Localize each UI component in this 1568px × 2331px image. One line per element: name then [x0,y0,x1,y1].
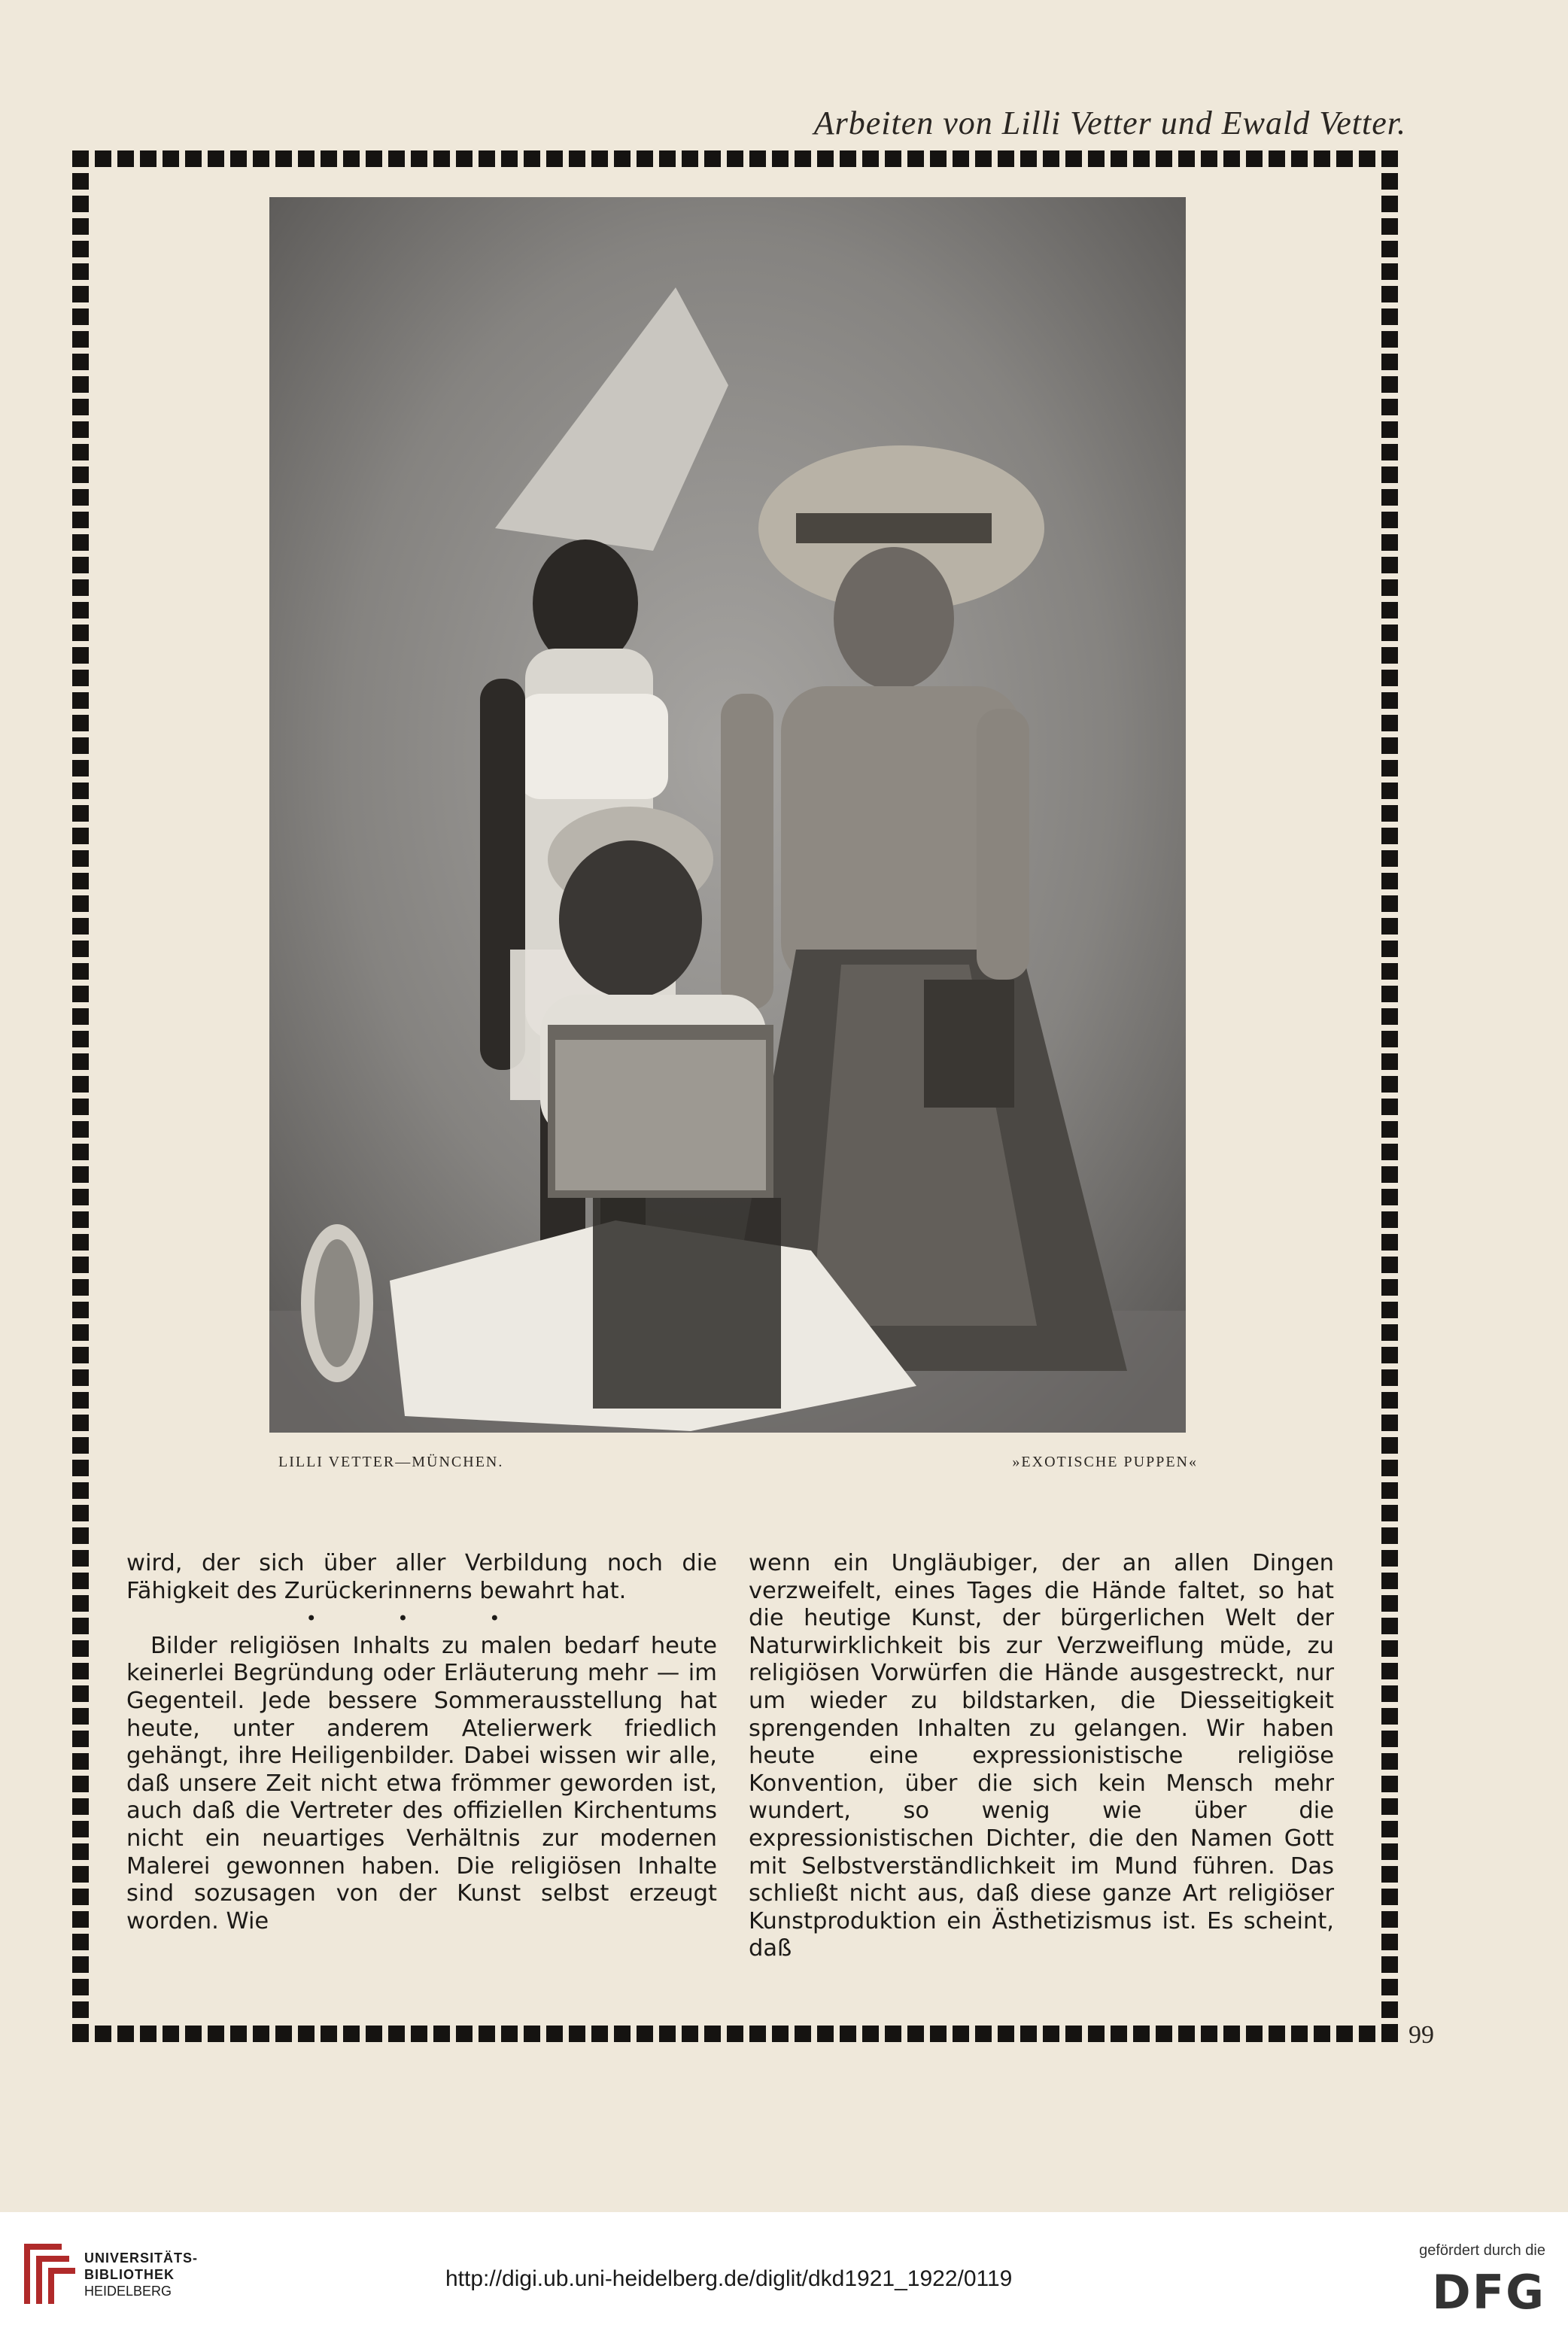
frame-bottom [72,2026,1398,2042]
page-number: 99 [1408,2021,1434,2049]
text-column-right [749,1550,1334,1963]
frame-top [72,150,1398,167]
doll-photograph [269,197,1186,1433]
university-library-logo-icon [17,2236,77,2311]
funder-label: gefördert durch die [1419,2242,1545,2259]
frame-right [1381,150,1398,2042]
permalink-url[interactable]: http://digi.ub.uni-heidelberg.de/diglit/dkd1921_1922/0119 [445,2266,1013,2291]
library-name [84,2250,198,2299]
paragraph: Bilder religiösen Inhalts zu malen bedarf heute keinerlei Begründung oder Erläuterung mehr — im Gegenteil. Jede bessere Sommerausstellung hat heute, unter anderem Atelierwerk friedlich gehängt, ihre Heiligenbilder. Dabei wissen wir alle, daß unsere Zeit nicht etwa frömmer geworden ist, auch daß die Vertreter des offiziellen Kirchentums nicht ein neuartiges Verhältnis zur modernen Malerei gewonnen haben. Die religiösen Inhalte sind sozusagen von der Kunst selbst erzeugt worden. Wie [126,1632,717,1934]
digitization-footer [0,2212,1568,2331]
caption-artist: LILLI VETTER—MÜNCHEN. [278,1454,504,1470]
doll-photograph-art [269,197,1186,1433]
caption-title: »EXOTISCHE PUPPEN« [1012,1454,1198,1470]
section-separator: • • • [305,1608,538,1630]
running-head: Arbeiten von Lilli Vetter und Ewald Vetter. [813,105,1406,141]
frame-left [72,150,89,2042]
library-line-3: HEIDELBERG [84,2284,172,2299]
library-line-2: BIBLIOTHEK [84,2267,175,2282]
library-line-1: UNIVERSITÄTS- [84,2250,199,2266]
paragraph: wird, der sich über aller Verbildung noch die Fähigkeit des Zurückerinnerns bewahrt hat. [126,1550,717,1604]
text-column-left [126,1550,717,1935]
paragraph: wenn ein Ungläubiger, der an allen Dingen verzweifelt, eines Tages die Hände faltet, so hat die heutige Kunst, der bürgerlichen Welt der Naturwirklichkeit bis zur Verzweiflung müde, zu religiösen Vorwürfen die Hände ausgestreckt, nur um wieder zu bildstarken, die Diesseitigkeit sprengenden Inhalten zu gelangen. Wir haben heute eine expressionistische religiöse Konvention, über die sich kein Mensch mehr wundert, so wenig wie über die expressionistischen Dichter, die den Namen Gott mit Selbstverständlichkeit im Mund führen. Das schließt nicht aus, daß diese ganze Art religiöser Kunstproduktion ein Ästhetizismus ist. Es scheint, daß [749,1550,1334,1962]
dfg-logo: DFG [1432,2265,1545,2320]
